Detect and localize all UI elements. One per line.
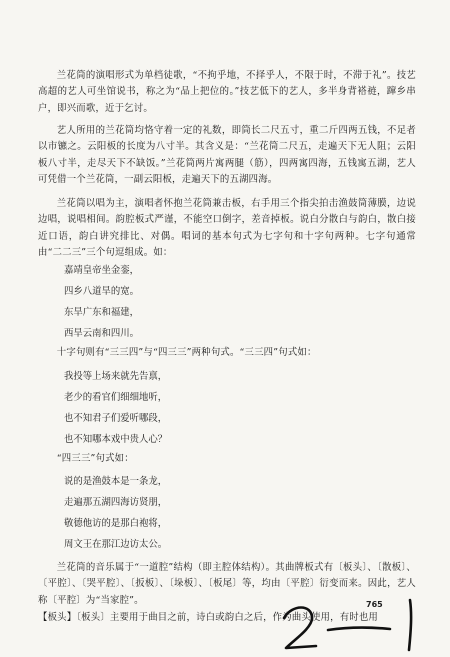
paragraph-ten-char: 十字句则有“三三四”与“四三三”两种句式。“三三四”句式如： (56, 347, 317, 358)
paragraph-instrument-rules: 艺人所用的兰花筒均恪守着一定的礼数，即筒长二尺五寸，重二斤四两五钱，不足者以市镳之。云阳板的长度为八寸半。其含义是：“兰花筒二尺五，走遍天下无人阻；云阳板八寸半，走尽天下不缺饭。”兰花筒两片寓两腿（筋），四两寓四海，五钱寓五湖，艺人可凭借一个兰花筒，一副云阳板，走遍天下的五湖四海。 (38, 125, 416, 185)
verse-line: 嘉靖皇帝坐金銮， (64, 265, 140, 276)
handwritten-mark-icon (278, 596, 428, 654)
paragraph-bantou: 【板头】〔板头〕主要用于曲目之前，诗白或韵白之后，作为曲头使用，有时也用 (38, 612, 379, 623)
verse-line: 周文王在那江边访太公。 (64, 539, 168, 550)
verse-line: 西旱云南和四川。 (64, 328, 140, 339)
verse-line: 也不知君子们爱听哪段， (64, 413, 168, 424)
paragraph-performance-form: 兰花筒的演唱形式为单档徒歌，“不拘乎地，不择乎人，不限于时，不滞于礼”。技艺高超的艺人可坐馆说书，称之为“品上把位的。”技艺低下的艺人，多半身背褡裢，蹿乡串户，即兴而歌，近于乞讨。 (38, 70, 416, 114)
verse-line: 走遍那五湖四海访贤朋， (64, 497, 168, 508)
verse-seven-char (64, 260, 364, 344)
page-number: 765 (366, 600, 383, 609)
verse-three-three-four (64, 366, 364, 450)
verse-four-three-three (64, 471, 364, 555)
paragraph-four-three-three: “四三三”句式如： (56, 453, 134, 464)
verse-line: 我投等上场来就先告禀， (64, 371, 168, 382)
verse-line: 也不知哪本戏中贵人心？ (64, 434, 168, 445)
verse-line: 说的是渔鼓本是一条龙， (64, 476, 168, 487)
verse-line: 四乡八道旱的宽。 (64, 286, 140, 297)
verse-line: 东旱广东和福建， (64, 307, 140, 318)
verse-line: 敬德他访的是那白袍将， (64, 518, 168, 529)
paragraph-music-structure: 兰花筒的音乐属于“一道腔”结构（即主腔体结构）。其曲牌板式有〔板头〕、〔散板〕、〔平腔〕、〔哭平腔〕、〔扳板〕、〔垛板〕、〔板尾〕等，均由〔平腔〕衍变而来。因此，艺人称〔平腔〕为“当家腔”。 (38, 562, 416, 606)
paragraph-singing-style: 兰花筒以唱为主，演唱者怀抱兰花筒兼击板，右手用三个指尖拍击渔鼓筒薄膜，边说边唱，说唱相间。韵腔板式严谨，不能空口倒字，差音掉板。说白分散白与韵白，散白接近口语，韵白讲究排比、对偶。唱词的基本句式为七字句和十字句两种。七字句通常由“二二三”三个句逗组成。如： (38, 198, 416, 258)
verse-line: 老少的看官们细细地听， (64, 392, 168, 403)
